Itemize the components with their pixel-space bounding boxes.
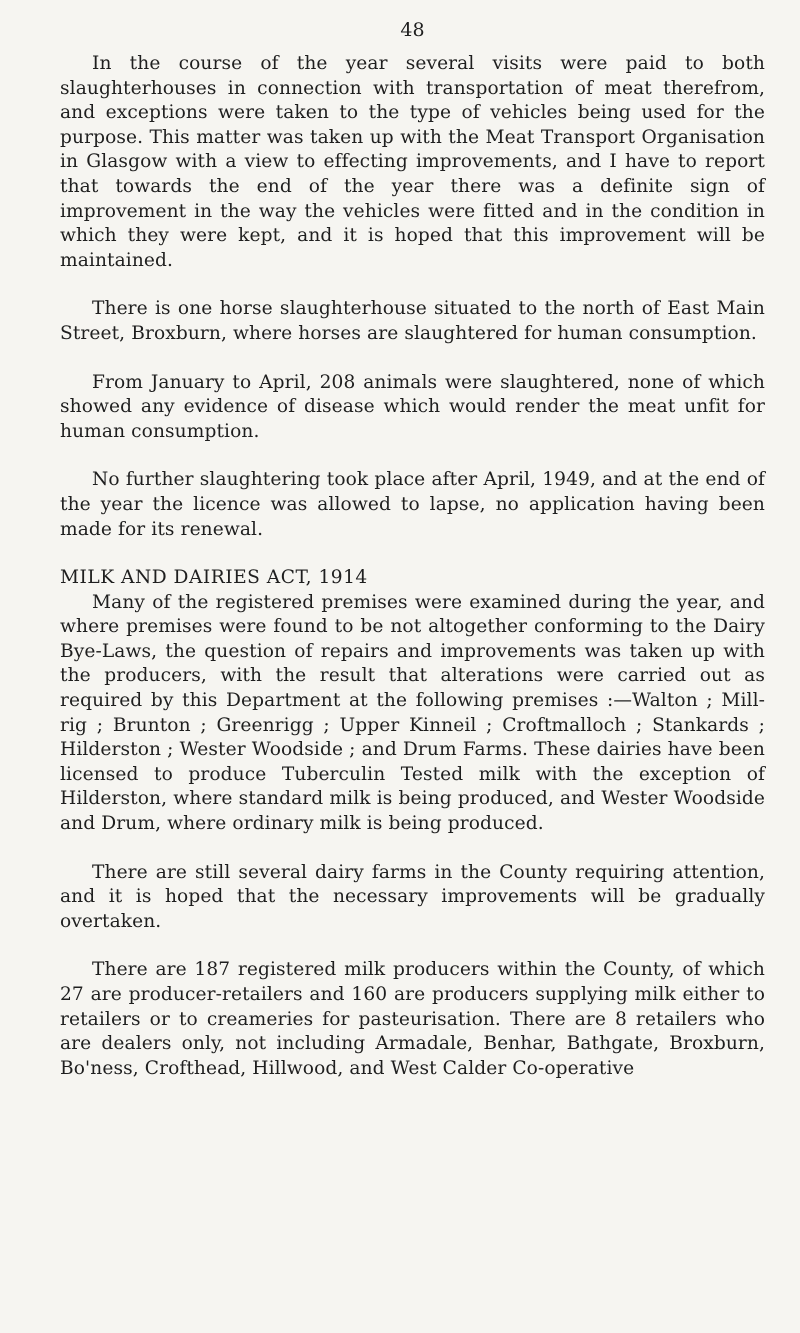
document-page (60, 18, 765, 1105)
paragraph-horse-slaughterhouse: There is one horse slaughterhouse situated to the north of East Main Street, Broxburn, where horses are slaughtered for human consumption. (60, 298, 765, 344)
paragraph-registered-premises: Many of the registered premises were examined during the year, and where premises were found to be not altogether conforming to the Dairy Bye-Laws, the question of repairs and improvements was taken up with the producers, with the result that alterations were carried out as required by this Department at the following premises :—Walton ; Mill-rig ; Brunton ; Greenrigg ; Upper Kinneil ; Croftmalloch ; Stankards ; Hilderston ; Wester Woodside ; and Drum Farms. These dairies have been licensed to produce Tuberculin Tested milk with the exception of Hilderston, where standard milk is being produced, and Wester Woodside and Drum, where ordinary milk is being produced. (60, 591, 765, 835)
paragraph-animals-slaughtered: From January to April, 208 animals were slaughtered, none of which showed any evidence of disease which would render the meat unfit for human consumption. (60, 371, 765, 442)
paragraph-meat-transport: In the course of the year several visits were paid to both slaughterhouses in connection with transportation of meat therefrom, and exceptions were taken to the type of vehicles being used for the purpose. This matter was taken up with the Meat Transport Organisation in Glasgow with a view to effecting improvements, and I have to report that towards the end of the year there was a definite sign of improvement in the way the vehicles were fitted and in the condition in which they were kept, and it is hoped that this improvement will be maintained. (60, 53, 765, 271)
paragraph-dairy-farms-attention: There are still several dairy farms in the County requiring attention, and it is hoped that the necessary improvements will be gradually overtaken. (60, 861, 765, 932)
paragraph-licence-lapse: No further slaughtering took place after April, 1949, and at the end of the year the licence was allowed to lapse, no application having been made for its renewal. (60, 469, 765, 540)
page-number: 48 (400, 19, 425, 41)
paragraph-milk-producers: There are 187 registered milk producers within the County, of which 27 are producer-retailers and 160 are producers supplying milk either to retailers or to creameries for pasteurisation. There are 8 retailers who are dealers only, not including Armadale, Benhar, Bathgate, Broxburn, Bo'ness, Crofthead, Hillwood, and West Calder Co-operative (60, 959, 765, 1079)
section-heading: MILK AND DAIRIES ACT, 1914 (60, 567, 368, 589)
